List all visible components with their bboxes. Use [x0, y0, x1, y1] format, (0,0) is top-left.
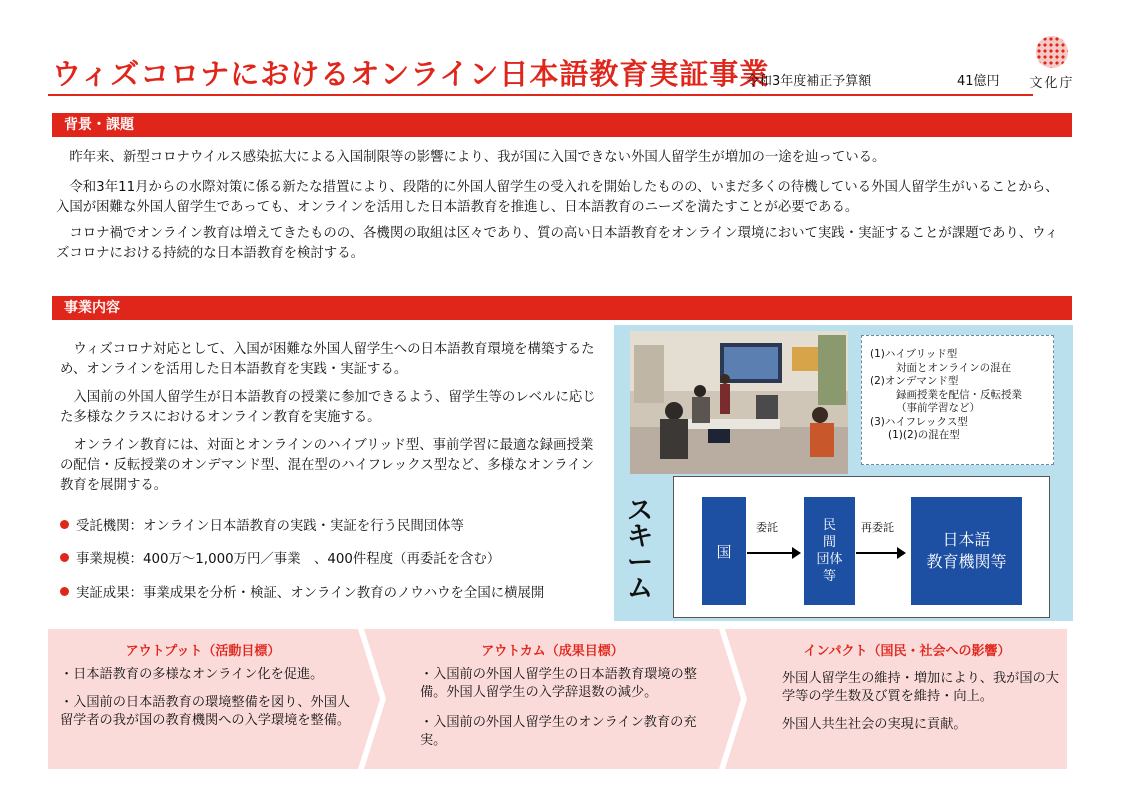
impact-heading: インパクト（国民・社会への影響） — [803, 644, 1011, 659]
bullet-item — [60, 517, 464, 537]
arrow-label-subcommission: 再委託 — [861, 521, 894, 534]
bullet-dot-icon — [60, 520, 69, 529]
agency-logo — [1022, 36, 1082, 92]
title-rule — [48, 94, 1033, 96]
type-line: （事前学習など） — [896, 402, 980, 414]
outcome-item: ・入国前の外国人留学生の日本語教育環境の整備。外国人留学生の入学辞退数の減少。 — [420, 667, 697, 700]
type-line: (3)ハイフレックス型 — [870, 415, 968, 428]
bullet-dot-icon — [60, 553, 69, 562]
section-heading-background: 背景・課題 — [52, 113, 1072, 137]
bullet-text: 実証成果：事業成果を分析・検証、オンライン教育のノウハウを全国に横展開 — [76, 586, 545, 601]
budget-value: 41億円 — [957, 74, 1000, 89]
background-paragraph: 昨年来、新型コロナウイルス感染拡大による入国制限等の影響により、我が国に入国できない外国人留学生が増加の一途を辿っている。 — [69, 150, 886, 165]
scheme-label-char: ム — [626, 574, 653, 604]
node-private-organization: 民 間 団体 等 — [804, 497, 855, 605]
type-line: (1)ハイブリッド型 — [870, 348, 958, 360]
bullet-text: 受託機関：オンライン日本語教育の実践・実証を行う民間団体等 — [76, 519, 464, 534]
scheme-label-char: ー — [626, 548, 653, 578]
scheme-label-char: キ — [626, 522, 653, 552]
online-types-box — [861, 335, 1054, 465]
output-item: ・日本語教育の多様なオンライン化を促進。 — [60, 667, 324, 682]
impact-item: 外国人留学生の維持・増加により、我が国の大学等の学生数及び質を維持・向上。 — [782, 671, 1059, 704]
arrow-right-icon — [747, 552, 799, 554]
background-paragraph: コロナ禍でオンライン教育は増えてきたものの、各機関の取組は区々であり、質の高い日本語教育をオンライン環境において実践・実証することが課題であり、ウィズコロナにおける持続的な日本語教育を検討する。 — [56, 226, 1059, 261]
budget-label: 令和3年度補正予算額 — [746, 74, 872, 89]
outcome-heading: アウトカム（成果目標） — [481, 644, 624, 659]
content-paragraph: オンライン教育には、対面とオンラインのハイブリッド型、事前学習に最適な録画授業の配信・反転授業のオンデマンド型、混在型のハイフレックス型など、多様なオンライン教育を展開する。 — [60, 438, 595, 493]
chevron-right-icon — [719, 629, 747, 769]
scheme-label-char: ス — [626, 496, 653, 526]
scheme-label — [620, 498, 660, 602]
outcome-item: ・入国前の外国人留学生のオンライン教育の充実。 — [420, 715, 697, 748]
output-item: ・入国前の日本語教育の環境整備を図り、外国人留学者の我が国の教育機関への入学環境を整備。 — [60, 695, 351, 728]
chevron-right-icon — [358, 629, 386, 769]
bullet-dot-icon — [60, 587, 69, 596]
content-paragraph: 入国前の外国人留学生が日本語教育の授業に参加できるよう、留学生等のレベルに応じた多様なクラスにおけるオンライン教育を実施する。 — [60, 390, 596, 425]
section-heading-content: 事業内容 — [52, 296, 1072, 320]
page-title: ウィズコロナにおけるオンライン日本語教育実証事業 — [52, 57, 770, 91]
background-paragraph: 令和3年11月からの水際対策に係る新たな措置により、段階的に外国人留学生の受入れを開始したものの、いまだ多くの待機している外国人留学生がいることから、入国が困難な外国人留学生であっても、オンラインを活用した日本語教育を推進し、日本語教育のニーズを満たすことが必要である。 — [56, 180, 1059, 215]
logo-mark-icon — [1036, 36, 1068, 68]
logo-text: 文化庁 — [1029, 76, 1075, 91]
impact-item: 外国人共生社会の実現に貢献。 — [782, 717, 967, 732]
bullet-text: 事業規模：400万～1,000万円／事業 、400件程度（再委託を含む） — [76, 552, 501, 567]
bullet-item — [60, 550, 500, 570]
arrow-label-commission: 委託 — [756, 521, 778, 534]
classroom-photo — [630, 331, 848, 474]
content-paragraph: ウィズコロナ対応として、入国が困難な外国人留学生への日本語教育環境を構築するため、オンラインを活用した日本語教育を実践・実証する。 — [60, 342, 595, 377]
type-line: (1)(2)の混在型 — [888, 429, 960, 441]
node-government: 国 — [702, 497, 746, 605]
bullet-item — [60, 584, 544, 604]
output-heading: アウトプット（活動目標） — [125, 644, 281, 659]
type-line: (2)オンデマンド型 — [870, 375, 959, 387]
type-line: 録画授業を配信・反転授業 — [896, 388, 1022, 401]
arrow-right-icon — [856, 552, 904, 554]
node-japanese-education-institution: 日本語 教育機関等 — [911, 497, 1022, 605]
type-line: 対面とオンラインの混在 — [896, 361, 1012, 374]
